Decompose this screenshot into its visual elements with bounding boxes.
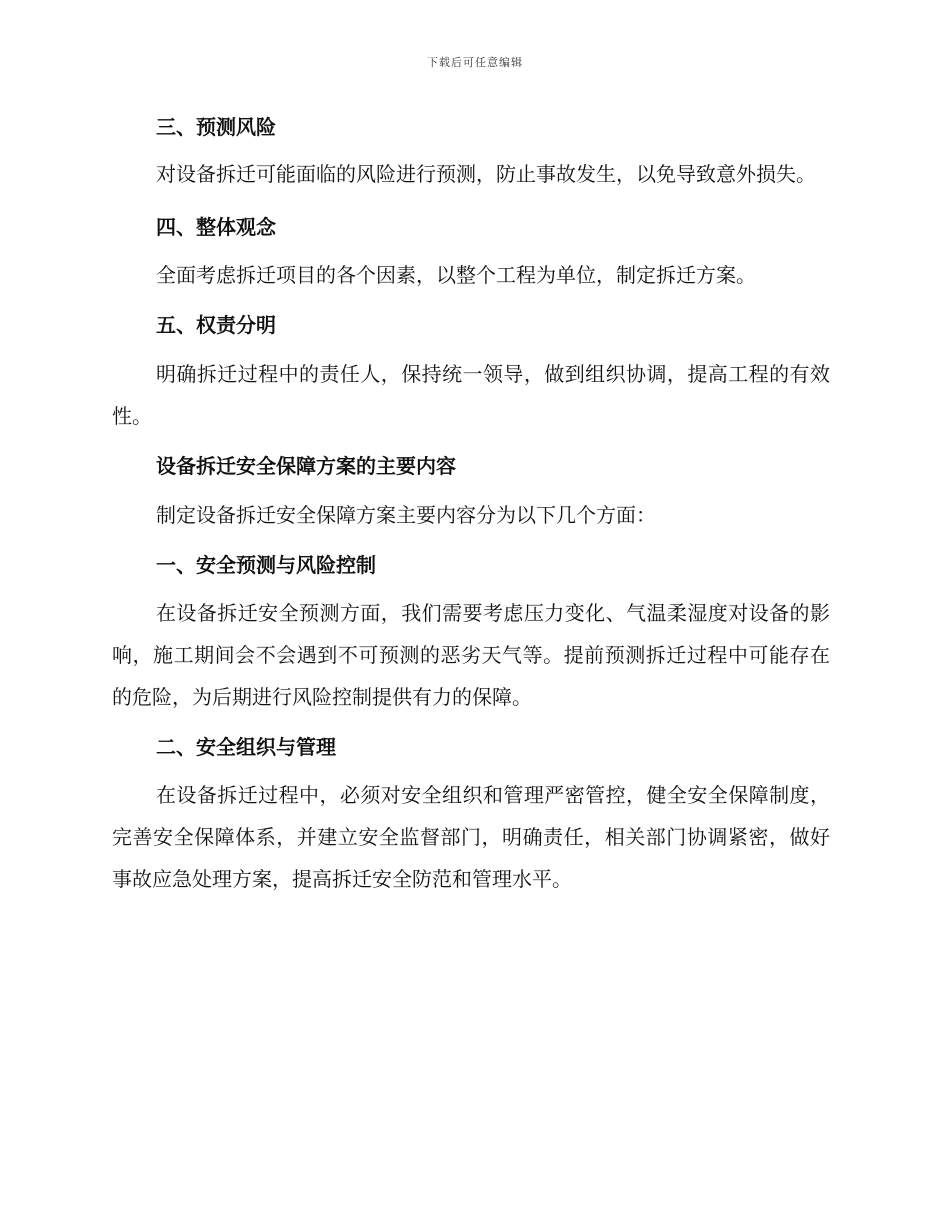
section-heading: 二、安全组织与管理 [156, 735, 336, 759]
section-heading: 五、权责分明 [156, 313, 276, 337]
section-paragraph: 在设备拆迁安全预测方面，我们需要考虑压力变化、气温柔湿度对设备的影响，施工期间会不会遇到不可预测的恶劣天气等。提前预测拆迁过程中可能存在的危险，为后期进行风险控制提供有力的保障。 [112, 601, 830, 709]
section-paragraph: 在设备拆迁过程中，必须对安全组织和管理严密管控，健全安全保障制度，完善安全保障体系，并建立安全监督部门，明确责任，相关部门协调紧密，做好事故应急处理方案，提高拆迁安全防范和管理水平。 [112, 783, 830, 891]
section-paragraph: 明确拆迁过程中的责任人，保持统一领导，做到组织协调，提高工程的有效性。 [112, 362, 830, 428]
section-heading: 一、安全预测与风险控制 [156, 553, 376, 577]
section-paragraph: 对设备拆迁可能面临的风险进行预测，防止事故发生，以免导致意外损失。 [156, 162, 816, 186]
section-paragraph: 全面考虑拆迁项目的各个因素，以整个工程为单位，制定拆迁方案。 [156, 263, 756, 287]
section-paragraph: 制定设备拆迁安全保障方案主要内容分为以下几个方面： [156, 503, 656, 527]
section-heading: 四、整体观念 [156, 215, 276, 239]
page-header-note: 下载后可任意编辑 [427, 56, 523, 69]
section-heading: 三、预测风险 [156, 115, 276, 139]
document-body [112, 112, 830, 900]
section-heading: 设备拆迁安全保障方案的主要内容 [156, 454, 456, 478]
